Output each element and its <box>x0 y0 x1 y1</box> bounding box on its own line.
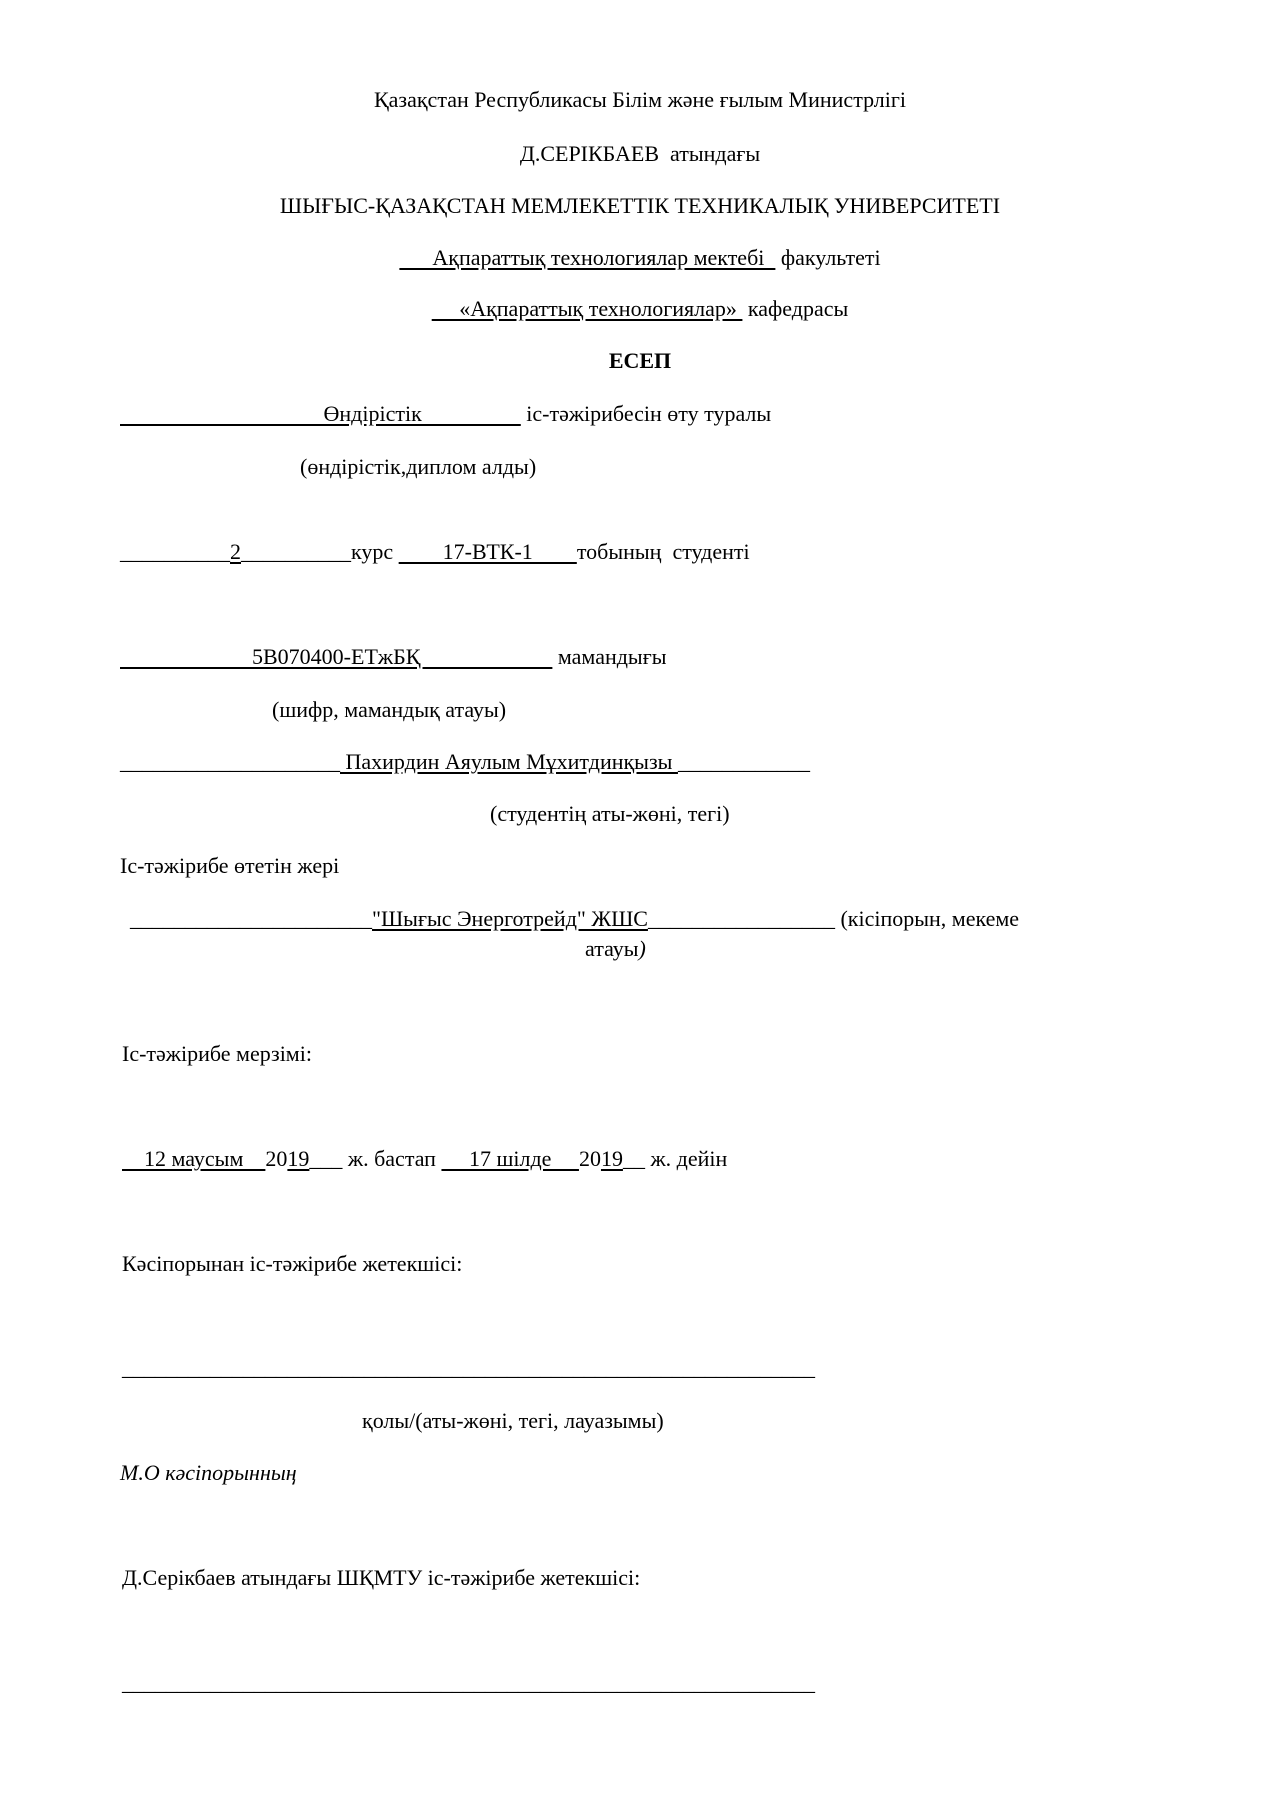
department-value: «Ақпараттық технологиялар» <box>431 296 743 321</box>
company-stamp: М.О кәсіпорынның <box>120 1460 297 1485</box>
specialty-value: 5В070400-ЕТжБҚ <box>120 644 553 669</box>
university-supervisor-line: _______________________________________________________________ <box>122 1670 815 1695</box>
named-after-line: Д.СЕРІКБАЕВ атындағы <box>519 141 761 166</box>
place-pre: ______________________ <box>130 906 372 931</box>
course-value: 2 <box>230 539 241 564</box>
ministry-line: Қазақстан Республикасы Білім және ғылым Министрлігі <box>373 87 907 112</box>
period-start-tail: ___ ж. бастап <box>309 1146 442 1171</box>
period-label: Іс-тәжірибе мерзімі: <box>122 1041 312 1066</box>
department-line <box>0 296 1280 322</box>
university-line: ШЫҒЫС-ҚАЗАҚСТАН МЕМЛЕКЕТТІК ТЕХНИКАЛЫҚ УНИВЕРСИТЕТІ <box>279 193 1001 218</box>
place-hint-b-close: ) <box>638 936 646 961</box>
group-label: тобының студенті <box>576 539 750 564</box>
period-end-year-a: 20 <box>578 1146 601 1171</box>
period-start-year-b: 19 <box>287 1146 310 1171</box>
practice-place-line <box>130 906 1019 932</box>
practice-type-hint: (өндірістік,диплом алды) <box>300 454 537 479</box>
practice-type-line <box>120 401 771 427</box>
signature-hint: қолы/(аты-жөні, тегі, лауазымы) <box>362 1408 664 1433</box>
group-value: 17-ВТК-1 <box>398 539 577 564</box>
student-name-hint: (студентің аты-жөні, тегі) <box>490 801 730 826</box>
department-label: кафедрасы <box>742 296 849 321</box>
place-hint-b-line <box>585 936 646 962</box>
student-name-post: ____________ <box>677 749 810 774</box>
period-end-tail: __ ж. дейін <box>622 1146 728 1171</box>
university-supervisor-label: Д.Серікбаев атындағы ШҚМТУ іс-тәжірибе жетекшісі: <box>122 1565 641 1590</box>
specialty-label: мамандығы <box>552 644 667 669</box>
faculty-label: факультеті <box>775 245 881 270</box>
place-post: _________________ <box>647 906 835 931</box>
period-end-year-b: 19 <box>600 1146 623 1171</box>
course-post: __________ <box>241 539 351 564</box>
period-start-day: 12 маусым <box>122 1146 266 1171</box>
place-hint-b: атауы <box>585 936 639 961</box>
place-hint-a: (кісіпорын, мекеме <box>834 906 1020 931</box>
company-supervisor-line: _______________________________________________________________ <box>122 1355 815 1380</box>
student-name-value: Пахирдин Аяулым Мұхитдинқызы <box>340 749 678 774</box>
course-group-line <box>120 539 750 565</box>
faculty-value: Ақпараттық технологиялар мектебі <box>399 245 776 270</box>
report-title: ЕСЕП <box>608 348 672 373</box>
course-pre: __________ <box>120 539 230 564</box>
specialty-line <box>120 644 667 670</box>
course-label: курс <box>351 539 399 564</box>
practice-type-value: Өндірістік <box>120 401 521 426</box>
student-name-pre: ____________________ <box>120 749 340 774</box>
faculty-line <box>0 245 1280 271</box>
company-supervisor-label: Кәсіпорынан іс-тәжірибе жетекшісі: <box>122 1251 463 1276</box>
practice-place-label: Іс-тәжірибе өтетін жері <box>120 853 340 878</box>
practice-type-label: іс-тәжірибесін өту туралы <box>520 401 772 426</box>
period-line <box>122 1146 727 1172</box>
place-value: "Шығыс Энерготрейд" ЖШС <box>372 906 648 931</box>
period-end-day: 17 шілде <box>441 1146 579 1171</box>
period-start-year-a: 20 <box>265 1146 288 1171</box>
student-name-line <box>120 749 810 775</box>
specialty-hint: (шифр, мамандық атауы) <box>272 697 507 722</box>
